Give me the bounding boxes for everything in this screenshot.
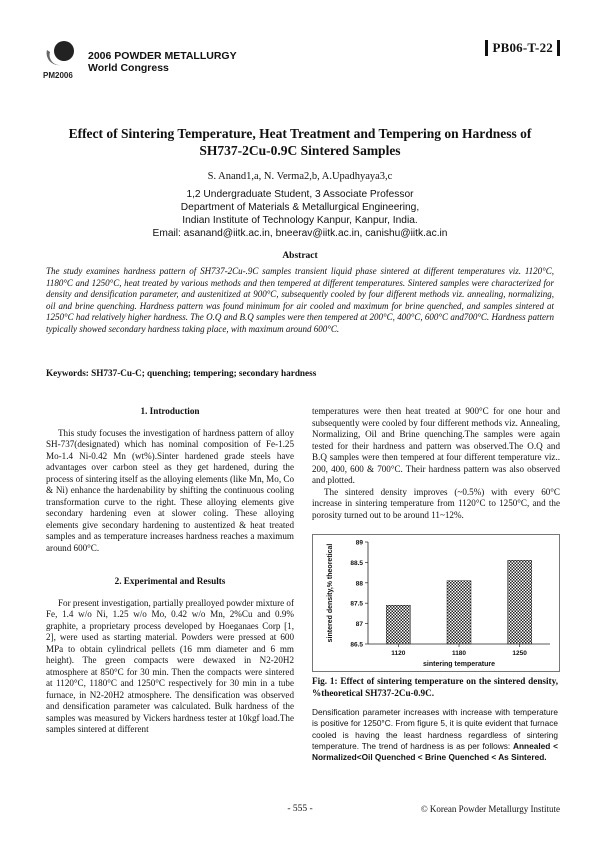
experimental-paragraph: For present investigation, partially prealloyed powder mixture of Fe, 1.4 w/o Ni, 1.25 w/o Mo, 0.42 w/o Mn, 2%Cu and 0.9% graphite, a proprietary process developed by Hoeganaes Corp [1, 2], were used as starting material. Powders were pressed at 600 MPa to obtain cylindrical pellets (16 mm diameter and 6 mm height). The green compacts were dewaxed in N2-20H2 atmosphere at 850°C for 30 min. Then the compacts were sintered at 1120°C, 1180°C and 1250°C respectively for 30 min in a tube furnace, in N2-20H2 atmosphere. The densification was observed and densification parameter was calculated. Bulk hardness of the samples was measured by Vickers hardness tester at 10kgf load.The samples sintered at different (46, 597, 294, 734)
experimental-heading: 2. Experimental and Results (114, 576, 226, 586)
hardness-trend: Annealed < Normalized<Oil Quenched < Brine Quenched < As Sintered. (312, 740, 558, 763)
y-tick-label: 87 (355, 621, 363, 629)
figure-caption: Fig. 1: Effect of sintering temperature on the sintered density, %theoretical SH737-2Cu-0.9C. (312, 676, 558, 698)
y-tick-label: 87.5 (350, 600, 363, 608)
x-tick-label: 1180 (451, 650, 467, 657)
conference-line1: 2006 POWDER METALLURGY (88, 50, 237, 62)
title-line2: SH737-2Cu-0.9C Sintered Samples (199, 143, 401, 158)
copyright: © Korean Powder Metallurgy Institute (420, 804, 560, 814)
affiliation-line2: Department of Materials & Metallurgical Engineering, (180, 202, 420, 213)
bar (447, 581, 471, 644)
left-column (46, 406, 294, 736)
results-paragraph (312, 707, 558, 763)
x-axis-label: sintering temperature (423, 661, 495, 668)
right-column (312, 406, 560, 521)
author-list: S. Anand1,a, N. Verma2,b, A.Upadhyaya3,c (207, 171, 393, 182)
intro-heading: 1. Introduction (140, 406, 200, 416)
keywords: Keywords: SH737-Cu-C; quenching; tempering; secondary hardness (46, 368, 317, 378)
x-tick-label: 1120 (391, 650, 406, 657)
paper-code: PB06-T-22 (485, 40, 560, 56)
intro-paragraph: This study focuses the investigation of hardness pattern of alloy SH-737(designated) which has nominal composition of Fe-1.25 Mo-1.4 Ni-0.42 Mn (wt%).Sinter hardened grade steels have advantages over carbon steel as they get hardened, during the process of sintering itself as the alloying elements (like Mn, Mo, Co & Ni) enhance the hardenability by shifting the continuous cooling transformation curve to the right. These alloying elements give secondary hardening even at slower coling. These alloying elements give secondary hardening to austentized & heat treated samples and as temperature increases hardness reaches a maximum around 600°C. (46, 427, 294, 553)
logo-text: PM2006 (43, 71, 73, 80)
y-tick-label: 86.5 (350, 641, 363, 649)
y-tick-label: 88 (355, 580, 363, 588)
conference-line2: World Congress (88, 62, 169, 74)
y-tick-label: 89 (355, 539, 363, 547)
abstract-text: The study examines hardness pattern of SH737-2Cu-.9C samples transient liquid phase sintered at different temperatures viz. 1120°C, 1180°C and 1250°C, heat treated by various methods and then tempered at different temperatures. Sintered samples were characterized for density and densification parameter, and austenitized at 900°C, subsequently cooled by four different methods viz. annealing, normalizing, oil and brine quenching. Hardness pattern was found minimum for air cooled and maximum for brine quenched, and samples sintered at 1250°C had relatively higher hardness. The O.Q and B.Q samples were then tempered at 200°C, 400°C, 600°C and700°C. Hardness pattern typically showed secondary hardness taking place, with maximum around 600°C. (46, 266, 554, 334)
paper-title (40, 125, 560, 159)
y-tick-label: 88.5 (350, 559, 363, 567)
x-tick-label: 1250 (512, 650, 527, 657)
conference-name (88, 50, 237, 74)
y-axis-label: sintered density,% theoretical (327, 543, 334, 643)
abstract-heading: Abstract (282, 251, 318, 261)
bar (386, 605, 410, 644)
heat-treatment-paragraph: temperatures were then heat treated at 900°C for one hour and subsequently were cooled by four different methods viz. Annealing, Normalizing, Oil and Brine quenching.The samples were again tested for their hardness and pattern was observed.The O.Q and B.Q samples were then tempered at four different temperature viz.. 200, 400, 600 & 700°C. Their hardness pattern was also observed and plotted. (312, 406, 560, 485)
affiliation-line3: Indian Institute of Technology Kanpur, Kanpur, India. (182, 215, 418, 226)
affiliation-line1: 1,2 Undergraduate Student, 3 Associate Professor (186, 189, 414, 200)
title-line1: Effect of Sintering Temperature, Heat Treatment and Tempering on Hardness of (68, 126, 532, 141)
pm2006-logo-icon (42, 38, 78, 80)
density-bar-chart (312, 534, 560, 672)
density-paragraph: The sintered density improves (~0.5%) with every 60°C increase in sintering temperature from 1120°C to 1250°C, and the porosity turned out to be around 11~12%. (312, 486, 560, 520)
affiliation (40, 188, 560, 240)
affiliation-line4: Email: asanand@iitk.ac.in, bneerav@iitk.ac.in, canishu@iitk.ac.in (152, 228, 448, 239)
bar (508, 560, 532, 644)
results-text: Densification parameter increases with increase with temperature is positive for 1250°C. From figure 5, it is quite evident that furnace cooled is having the least hardness regardless of sintering temperature. The trend of hardness is as per follows: (312, 707, 558, 751)
page-number: - 555 - (287, 804, 313, 814)
